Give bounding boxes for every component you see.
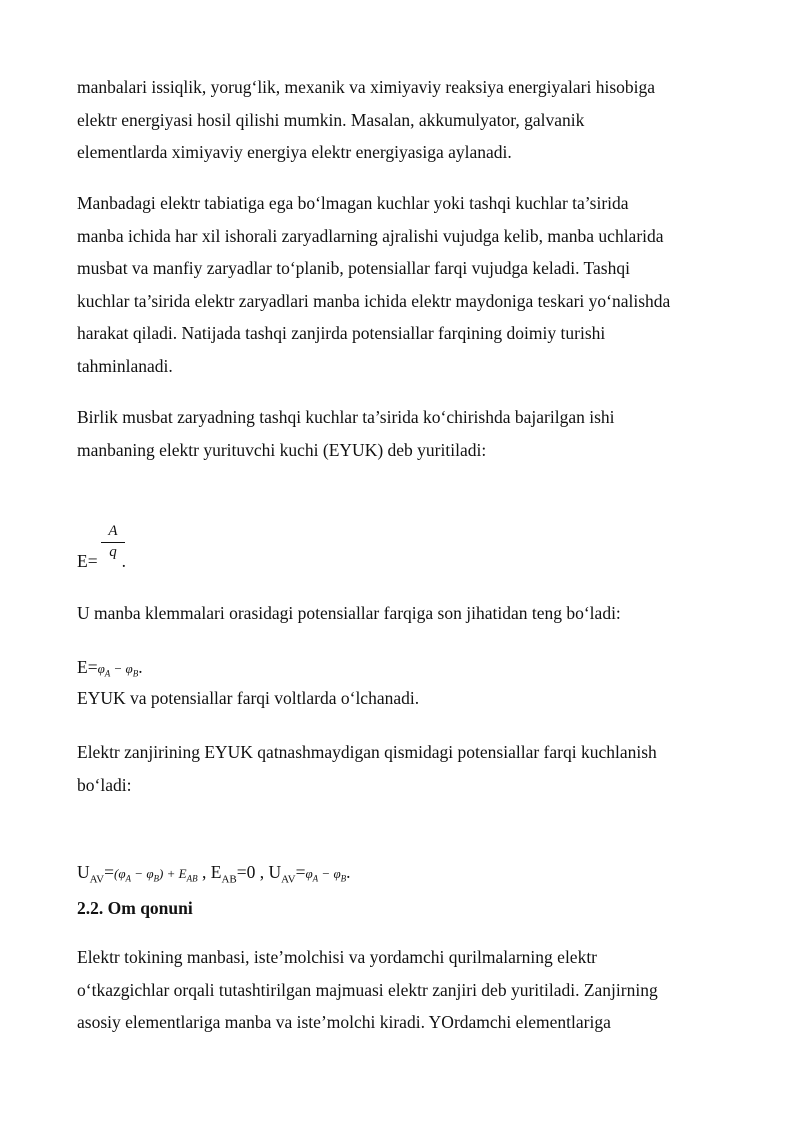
formula-end: .	[138, 657, 143, 677]
paragraph-voltage	[77, 736, 727, 801]
formula-e-ab: , $E_{AB}=0$ , $U_{AV}=$	[197, 862, 306, 886]
fraction-bar	[101, 542, 125, 543]
formula-end: .	[121, 551, 126, 571]
text-line: manbaning elektr yurituvchi kuchi (EYUK) deb yuritiladi:	[77, 439, 487, 460]
formula-potential-diff: $\varphi_A - \varphi_B$	[305, 866, 347, 884]
text-line: harakat qiladi. Natijada tashqi zanjirda potensiallar farqining doimiy turishi	[77, 323, 606, 343]
text-line: o‘tkazgichlar orqali tutashtirilgan majmuasi elektr zanjiri deb yuritiladi. Zanjirning	[77, 979, 658, 1000]
text-line: Birlik musbat zaryadning tashqi kuchlar ta’sirida ko‘chirishda bajarilgan ishi	[77, 407, 615, 427]
text-line: kuchlar ta’sirida elektr zaryadlari manba ichida elektr maydoniga teskari yo‘nalishda	[77, 290, 671, 311]
text-line: Manbadagi elektr tabiatiga ega bo‘lmagan kuchlar yoki tashqi kuchlar ta’sirida	[77, 193, 629, 213]
fraction-denominator: q	[109, 544, 117, 560]
formula-u-av: $U_{AV}=$	[77, 862, 114, 886]
paragraph-circuit-definition	[77, 941, 727, 1039]
formula-lhs: E=	[77, 657, 98, 677]
formula-voltage	[77, 862, 351, 890]
paragraph-units	[77, 682, 727, 715]
text-line: asosiy elementlariga manba va iste’molchi kiradi. YOrdamchi elementlariga	[77, 1012, 611, 1032]
formula-emf	[77, 551, 126, 571]
text-line: Elektr zanjirining EYUK qatnashmaydigan qismidagi potensiallar farqi kuchlanish	[77, 742, 657, 762]
fraction-numerator: A	[108, 523, 118, 539]
text-line: bo‘ladi:	[77, 774, 132, 795]
text-line: elektr energiyasi hosil qilishi mumkin. Masalan, akkumulyator, galvanik	[77, 109, 585, 130]
text-line: manba ichida har xil ishorali zaryadlarning ajralishi vujudga kelib, manba uchlarida	[77, 225, 664, 246]
text-line: tahminlanadi.	[77, 355, 173, 376]
text-line: U manba klemmalari orasidagi potensiallar farqiga son jihatidan teng bo‘ladi:	[77, 603, 621, 623]
text-line: EYUK va potensiallar farqi voltlarda o‘lchanadi.	[77, 688, 420, 708]
formula-end: .	[346, 862, 351, 882]
formula-emf-potential	[77, 657, 143, 684]
text-line: musbat va manfiy zaryadlar to‘planib, potensiallar farqi vujudga keladi. Tashqi	[77, 258, 630, 278]
text-line: Elektr tokining manbasi, iste’molchisi va yordamchi qurilmalarning elektr	[77, 947, 598, 967]
paragraph-emf-definition	[77, 401, 727, 466]
text-line: elementlarda ximiyaviy energiya elektr energiyasiga aylanadi.	[77, 142, 512, 162]
section-heading: 2.2. Om qonuni	[77, 898, 193, 918]
paragraph-energy-sources	[77, 71, 727, 169]
formula-potential-sum: $(\varphi_A - \varphi_B) + E_{AB}$	[114, 866, 198, 884]
formula-lhs: E=	[77, 551, 98, 571]
paragraph-terminal-potential	[77, 597, 727, 630]
paragraph-external-forces	[77, 187, 727, 382]
formula-phi-a: $\varphi_A - \varphi_B$	[97, 661, 139, 679]
text-line: manbalari issiqlik, yorug‘lik, mexanik va ximiyaviy reaksiya energiyalari hisobiga	[77, 77, 656, 97]
